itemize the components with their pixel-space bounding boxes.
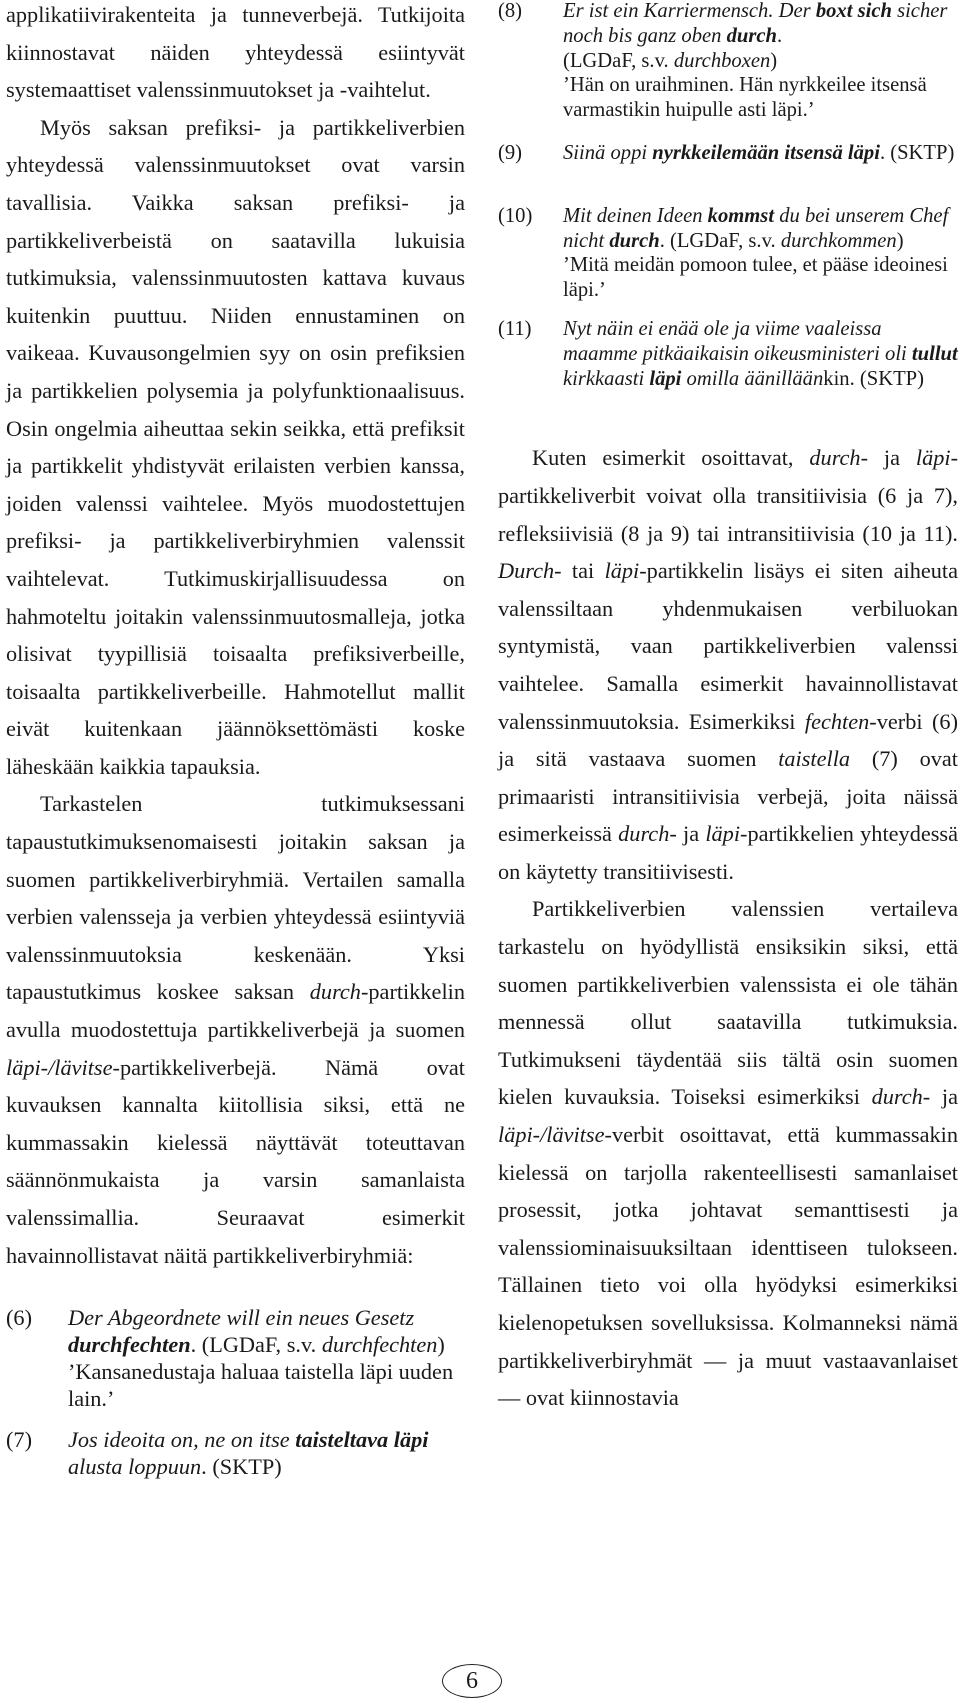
translation: ’Kansanedustaja haluaa taistella läpi uuden lain.’: [68, 1359, 454, 1412]
translation: ’Mitä meidän pomoon tulee, et pääse ideoinesi läpi.’: [563, 254, 948, 302]
example-10: (10) Mit deinen Ideen kommst du bei unserem Chef nicht durch. (LGDaF, s.v. durchkommen) ’Mitä meidän pomoon tulee, et pääse ideoinesi läpi.’: [498, 204, 958, 303]
example-11: (11) Nyt näin ei enää ole ja viime vaaleissa maamme pitkäaikaisin oikeusministeri oli tullut kirkkaasti läpi omilla äänilläänkin. (SKTP): [498, 317, 958, 390]
paragraph: Partikkeliverbien valenssien vertaileva tarkastelu on hyödyllistä ensiksikin siksi, että suomen partikkeliverbien valenssista ei ole tähän mennessä ollut saatavilla tutkimuksia. Tutkimukseni täydentää siis tältä osin suomen kielen kuvauksia. Toiseksi esimerkiksi durch- ja läpi-/lävitse-verbit osoittavat, että kummassakin kielessä on tarjolla rakenteellisesti samanlaiset prosessit, jotka johtavat semanttisesti ja valenssiominaisuuksiltaan identtiseen tulokseen. Tällainen tieto voi olla hyödyksi esimerkiksi kielenopetuksen sovelluksissa. Kolmanneksi nämä partikkeliverbiryhmät — ja muut vastaavanlaiset — ovat kiinnostavia: [498, 896, 958, 1411]
left-column: [6, 0, 465, 1480]
example-7: (7) Jos ideoita on, ne on itse taisteltava läpi alusta loppuun. (SKTP): [6, 1427, 429, 1480]
translation: ’Hän on uraihminen. Hän nyrkkeilee itsensä varmastikin huipulle asti läpi.’: [563, 74, 927, 122]
paragraph: Kuten esimerkit osoittavat, durch- ja läpi-partikkeliverbit voivat olla transitiivisia (6 ja 7), refleksiivisiä (8 ja 9) tai intransitiivisia (10 ja 11). Durch- tai läpi-partikkelin lisäys ei siten aiheuta valenssiltaan yhdenmukaisen verbiluokan syntymistä, vaan partikkeliverbien valenssi vaihtelee. Samalla esimerkit havainnollistavat valenssinmuutoksia. Esimerkiksi fechten-verbi (6) ja sitä vastaava suomen taistella (7) ovat primaaristi intransitiivisia verbejä, joita näissä esimerkeissä durch- ja läpi-partikkelien yhteydessä on käytetty transitiivisesti.: [498, 445, 959, 884]
example-6: (6) Der Abgeordnete will ein neues Gesetz durchfechten. (LGDaF, s.v. durchfechten) ’Kansanedustaja haluaa taistella läpi uuden lain.’: [6, 1304, 465, 1412]
paragraph: Tarkastelen tutkimuksessani tapaustutkimuksenomaisesti joitakin saksan ja suomen partikkeliverbiryhmiä. Vertailen samalla verbien valensseja ja verbien yhteydessä esiintyviä valenssinmuutoksia keskenään. Yksi tapaustutkimus koskee saksan durch-partikkelin avulla muodostettuja partikkeliverbejä ja suomen läpi-/lävitse-partikkeliverbejä. Nämä ovat kuvauksen kannalta kiitollisia siksi, että ne kummassakin kielessä näyttävät toteuttavan säännönmukaista ja varsin samanlaista valenssimallia. Seuraavat esimerkit havainnollistavat näitä partikkeliverbiryhmiä:: [6, 791, 465, 1268]
paragraph: applikatiivirakenteita ja tunneverbejä. Tutkijoita kiinnostavat näiden yhteydessä esiintyvät systemaattiset valenssinmuutokset ja -vaihtelut.: [6, 2, 465, 103]
paragraph: Myös saksan prefiksi- ja partikkeliverbien yhteydessä valenssinmuutokset ovat varsin tavallisia. Vaikka saksan prefiksi- ja partikkeliverbeistä on saatavilla lukuisia tutkimuksia, valenssinmuutosten kattava kuvaus kuitenkin puuttuu. Niiden ennustaminen on vaikeaa. Kuvausongelmien syy on osin prefiksien ja partikkelien polysemia ja polyfunktionaalisuus. Osin ongelmia aiheuttaa sekin seikka, että prefiksit ja partikkelit yhdistyvät erilaisten verbien kanssa, joiden valenssi vaihtelee. Myös muodostettujen prefiksi- ja partikkeliverbiryhmien valenssit vaihtelevat. Tutkimuskirjallisuudessa on hahmoteltu joitakin valenssinmuutosmalleja, jotka olisivat tyypillisiä toisaalta prefiksiverbeille, toisaalta partikkeliverbeille. Hahmotellut mallit eivät kuitenkaan jäännöksettömästi koske läheskään kaikkia tapauksia.: [6, 114, 465, 779]
example-8: (8) Er ist ein Karriermensch. Der boxt sich sicher noch bis ganz oben durch. (LGDaF, s.v. durchboxen) ’Hän on uraihminen. Hän nyrkkeilee itsensä varmastikin huipulle asti läpi.’: [498, 0, 958, 123]
example-9: (9) Siinä oppi nyrkkeilemään itsensä läpi. (SKTP): [498, 141, 955, 164]
right-column: [498, 0, 958, 1417]
